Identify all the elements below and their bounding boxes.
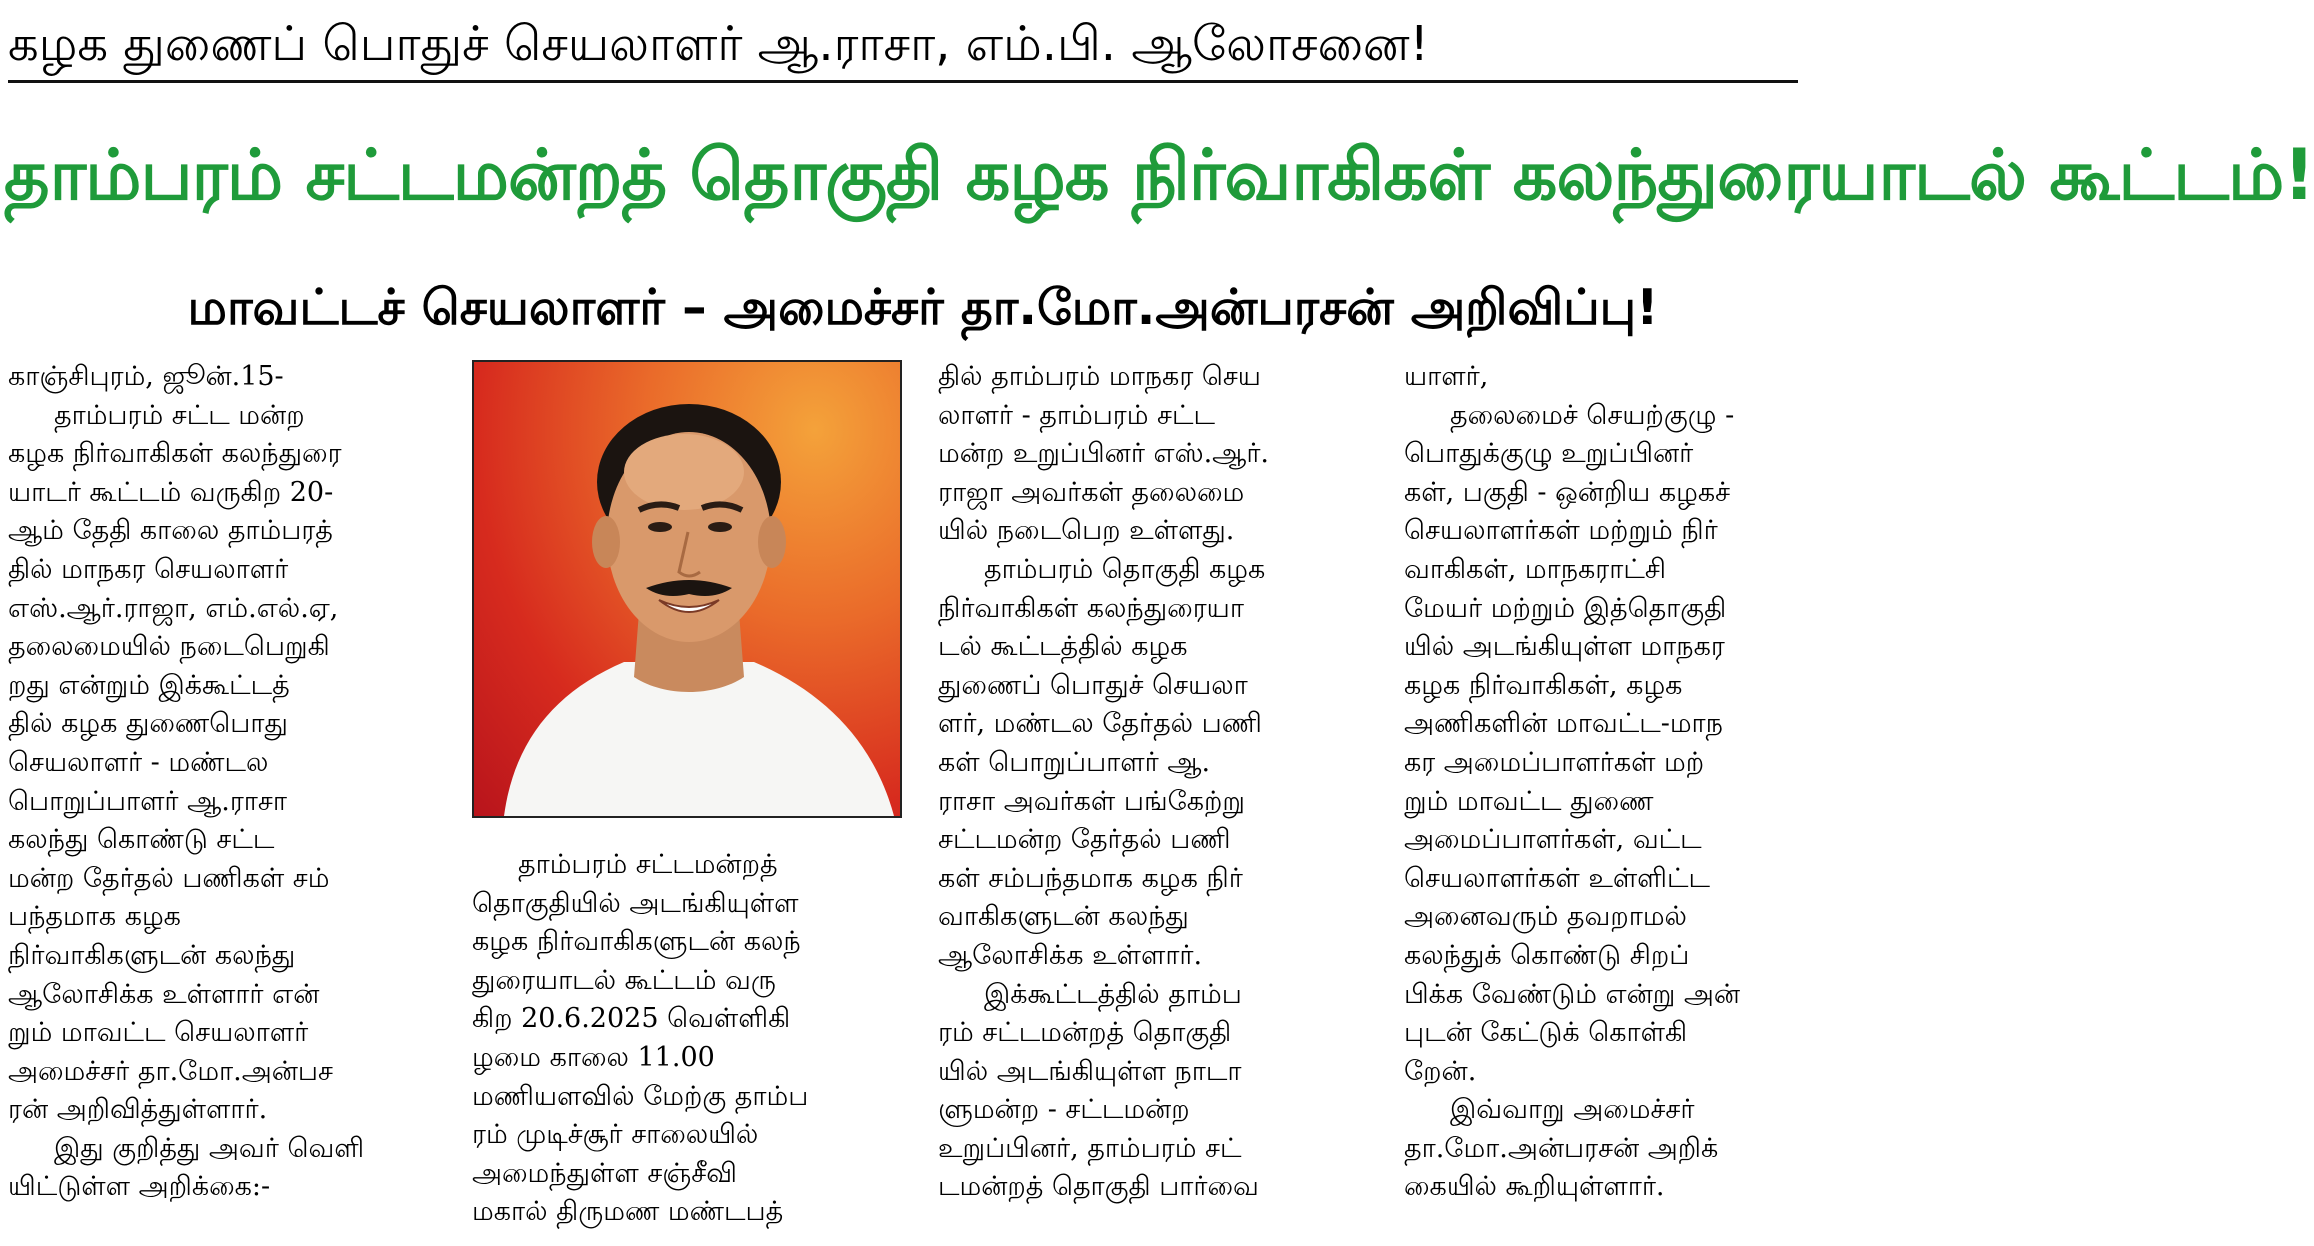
article-line: மேயர் மற்றும் இத்தொகுதி	[1404, 592, 1727, 624]
article-line: யாளர்,	[1404, 361, 1489, 392]
main-headline: தாம்பரம் சட்டமன்றத் தொகுதி கழக நிர்வாகிகள் கலந்துரையாடல் கூட்டம்!	[4, 134, 2314, 216]
article-line: உறுப்பினர், தாம்பரம் சட்	[938, 1132, 1242, 1164]
portrait-photo	[472, 360, 902, 818]
article-column-2	[472, 846, 904, 1232]
article-line: இது குறித்து அவர் வெளி	[54, 1132, 365, 1164]
article-line: தொகுதியில் அடங்கியுள்ள	[472, 887, 799, 919]
article-line: வாகிகள், மாநகராட்சி	[1404, 553, 1666, 585]
article-line: செயலாளர் - மண்டல	[8, 746, 269, 778]
article-line: கர அமைப்பாளர்கள் மற்	[1404, 746, 1705, 778]
article-line: மன்ற உறுப்பினர் எஸ்.ஆர்.	[938, 438, 1270, 470]
article-line: ரம் முடிச்சூர் சாலையில்	[472, 1119, 759, 1151]
article-line: சட்டமன்ற தேர்தல் பணி	[938, 824, 1231, 856]
article-line: செயலாளர்கள் உள்ளிட்ட	[1404, 862, 1711, 894]
article-line: வாகிகளுடன் கலந்து	[938, 901, 1189, 933]
article-line: யில் நடைபெற உள்ளது.	[938, 515, 1235, 547]
article-line: ஆம் தேதி காலை தாம்பரத்	[8, 515, 333, 547]
article-line: பந்தமாக கழக	[8, 901, 181, 933]
kicker-rule	[8, 80, 1798, 83]
article-line: நிர்வாகிகள் கலந்துரையா	[938, 592, 1244, 624]
article-line: தா.மோ.அன்பரசன் அறிக்	[1404, 1132, 1719, 1164]
article-line: றும் மாவட்ட செயலாளர்	[8, 1017, 309, 1049]
article-line: அமைப்பாளர்கள், வட்ட	[1404, 824, 1702, 856]
article-line: துணைப் பொதுச் செயலா	[938, 669, 1248, 701]
article-line: கள் சம்பந்தமாக கழக நிர்	[938, 862, 1243, 894]
article-line: தாம்பரம் சட்ட மன்ற	[54, 399, 305, 431]
article-line: ஆலோசிக்க உள்ளார்.	[938, 939, 1203, 971]
article-column-4	[1404, 358, 1836, 1207]
article-line: கிற 20.6.2025 வெள்ளிகி	[472, 1003, 791, 1035]
article-line: கழக நிர்வாகிகள் கலந்துரை	[8, 438, 342, 470]
article-line: யிட்டுள்ள அறிக்கை:-	[8, 1171, 271, 1203]
article-line: நிர்வாகிகளுடன் கலந்து	[8, 939, 296, 971]
article-line: கலந்துக் கொண்டு சிறப்	[1404, 939, 1690, 971]
article-line: தில் மாநகர செயலாளர்	[8, 553, 289, 585]
article-line: தாம்பரம் தொகுதி கழக	[984, 553, 1266, 585]
article-line: ரம் சட்டமன்றத் தொகுதி	[938, 1017, 1232, 1049]
portrait-photo-icon	[474, 362, 900, 816]
article-line: லாளர் - தாம்பரம் சட்ட	[938, 399, 1215, 431]
article-line: றும் மாவட்ட துணை	[1404, 785, 1654, 817]
article-column-3	[938, 358, 1370, 1207]
article-line: ளர், மண்டல தேர்தல் பணி	[938, 708, 1262, 740]
article-line: கையில் கூறியுள்ளார்.	[1404, 1171, 1665, 1203]
article-line: தாம்பரம் சட்டமன்றத்	[518, 849, 778, 880]
article-line: றேன்.	[1404, 1055, 1477, 1087]
article-line: பொறுப்பாளர் ஆ.ராசா	[8, 785, 287, 817]
article-line: அணிகளின் மாவட்ட-மாந	[1404, 708, 1723, 740]
article-line: கள், பகுதி - ஒன்றிய கழகச்	[1404, 476, 1731, 508]
article-line: கழக நிர்வாகிகள், கழக	[1404, 669, 1683, 701]
article-line: மன்ற தேர்தல் பணிகள் சம்	[8, 862, 330, 894]
article-line: ழமை காலை 11.00	[472, 1041, 715, 1073]
article-line: தலைமையில் நடைபெறுகி	[8, 631, 330, 663]
article-line: கள் பொறுப்பாளர் ஆ.	[938, 746, 1211, 778]
article-line: தலைமைச் செயற்குழு -	[1450, 399, 1735, 431]
article-line: செயலாளர்கள் மற்றும் நிர்	[1404, 515, 1718, 547]
article-line: ளுமன்ற - சட்டமன்ற	[938, 1094, 1190, 1126]
article-line: காஞ்சிபுரம், ஜூன்.15-	[8, 361, 284, 392]
article-line: யாடர் கூட்டம் வருகிற 20-	[8, 476, 334, 508]
article-line: மகால் திருமண மண்டபத்	[472, 1196, 784, 1228]
article-line: இக்கூட்டத்தில் தாம்ப	[984, 978, 1242, 1010]
article-line: அமைச்சர் தா.மோ.அன்பச	[8, 1055, 333, 1087]
article-line: தில் தாம்பரம் மாநகர செய	[938, 361, 1261, 392]
article-line: எஸ்.ஆர்.ராஜா, எம்.எல்.ஏ,	[8, 592, 339, 624]
article-line: ராசா அவர்கள் பங்கேற்று	[938, 785, 1245, 817]
article-line: ஆலோசிக்க உள்ளார் என்	[8, 978, 320, 1010]
article-line: யில் அடங்கியுள்ள நாடா	[938, 1055, 1242, 1087]
article-line: ரன் அறிவித்துள்ளார்.	[8, 1094, 268, 1126]
article-line: றது என்றும் இக்கூட்டத்	[8, 669, 290, 701]
kicker-headline: கழக துணைப் பொதுச் செயலாளர் ஆ.ராசா, எம்.பி. ஆலோசனை!	[8, 16, 1429, 72]
article-line: டமன்றத் தொகுதி பார்வை	[938, 1171, 1259, 1203]
article-line: யில் அடங்கியுள்ள மாநகர	[1404, 631, 1725, 663]
article-line: தில் கழக துணைபொது	[8, 708, 288, 740]
subheadline: மாவட்டச் செயலாளர் – அமைச்சர் தா.மோ.அன்பரசன் அறிவிப்பு!	[187, 279, 1659, 336]
article-line: கலந்து கொண்டு சட்ட	[8, 824, 275, 856]
article-line: அனைவரும் தவறாமல்	[1404, 901, 1687, 933]
article-line: துரையாடல் கூட்டம் வரு	[472, 964, 776, 996]
article-line: பொதுக்குழு உறுப்பினர்	[1404, 438, 1694, 470]
article-column-1	[8, 358, 440, 1207]
article-line: அமைந்துள்ள சஞ்சீவி	[472, 1157, 737, 1189]
article-line: பிக்க வேண்டும் என்று அன்	[1404, 978, 1741, 1010]
article-line: டல் கூட்டத்தில் கழக	[938, 631, 1188, 663]
article-line: மணியளவில் மேற்கு தாம்ப	[472, 1080, 809, 1112]
article-line: இவ்வாறு அமைச்சர்	[1450, 1094, 1695, 1126]
article-line: ராஜா அவர்கள் தலைமை	[938, 476, 1245, 508]
article-line: கழக நிர்வாகிகளுடன் கலந்	[472, 926, 801, 958]
article-line: புடன் கேட்டுக் கொள்கி	[1404, 1017, 1688, 1049]
